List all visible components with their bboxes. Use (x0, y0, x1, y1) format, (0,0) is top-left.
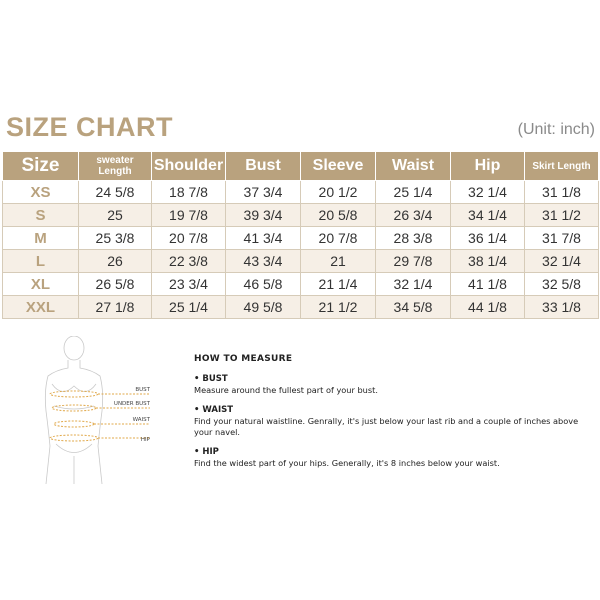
table-cell: 22 3/8 (152, 250, 226, 273)
body-measurement-figure (34, 336, 164, 486)
header-size: Size (3, 152, 79, 181)
howto-label: • HIP (194, 447, 219, 457)
table-cell: 28 3/8 (376, 227, 451, 250)
size-cell: L (3, 250, 79, 273)
header-sweater-length: sweater Length (79, 152, 152, 181)
table-cell: 49 5/8 (226, 296, 301, 319)
table-cell: 25 1/4 (152, 296, 226, 319)
table-cell: 21 (301, 250, 376, 273)
header-hip: Hip (451, 152, 525, 181)
fig-label-hip: HIP (140, 437, 150, 443)
table-cell: 32 1/4 (376, 273, 451, 296)
table-cell: 36 1/4 (451, 227, 525, 250)
table-cell: 19 7/8 (152, 204, 226, 227)
table-row (3, 227, 599, 250)
size-cell: XL (3, 273, 79, 296)
howto-item-bust (194, 374, 594, 396)
hip-line (50, 435, 98, 441)
size-cell: M (3, 227, 79, 250)
header-waist: Waist (376, 152, 451, 181)
header-skirt-length: Skirt Length (525, 152, 599, 181)
table-cell: 26 3/4 (376, 204, 451, 227)
body-outline-icon (45, 336, 102, 484)
table-cell: 41 1/8 (451, 273, 525, 296)
table-row (3, 296, 599, 319)
howto-desc: Find the widest part of your hips. Generally, it's 8 inches below your waist. (194, 458, 500, 468)
table-cell: 43 3/4 (226, 250, 301, 273)
table-cell: 26 5/8 (79, 273, 152, 296)
table-cell: 44 1/8 (451, 296, 525, 319)
howto-item-waist (194, 405, 594, 438)
table-cell: 34 1/4 (451, 204, 525, 227)
table-cell: 25 1/4 (376, 181, 451, 204)
howto-item-hip (194, 447, 594, 469)
size-cell: XS (3, 181, 79, 204)
table-cell: 20 1/2 (301, 181, 376, 204)
howto-desc: Measure around the fullest part of your bust. (194, 385, 378, 395)
table-cell: 21 1/4 (301, 273, 376, 296)
table-cell: 32 5/8 (525, 273, 599, 296)
table-cell: 27 1/8 (79, 296, 152, 319)
table-cell: 20 7/8 (301, 227, 376, 250)
table-cell: 32 1/4 (451, 181, 525, 204)
table-cell: 21 1/2 (301, 296, 376, 319)
table-cell: 29 7/8 (376, 250, 451, 273)
table-cell: 25 3/8 (79, 227, 152, 250)
fig-label-bust: BUST (135, 387, 150, 393)
header-bust: Bust (226, 152, 301, 181)
table-cell: 41 3/4 (226, 227, 301, 250)
table-cell: 20 7/8 (152, 227, 226, 250)
table-cell: 34 5/8 (376, 296, 451, 319)
table-cell: 46 5/8 (226, 273, 301, 296)
howto-heading: HOW TO MEASURE (194, 354, 293, 364)
size-cell: S (3, 204, 79, 227)
table-cell: 20 5/8 (301, 204, 376, 227)
table-cell: 31 1/2 (525, 204, 599, 227)
table-cell: 26 (79, 250, 152, 273)
size-cell: XXL (3, 296, 79, 319)
table-cell: 39 3/4 (226, 204, 301, 227)
table-row (3, 181, 599, 204)
table-cell: 38 1/4 (451, 250, 525, 273)
table-header-row (3, 152, 599, 181)
bust-line (50, 391, 98, 397)
table-row (3, 273, 599, 296)
page-title: SIZE CHART (6, 112, 173, 142)
fig-label-under-bust: UNDER BUST (113, 401, 150, 407)
table-cell: 31 7/8 (525, 227, 599, 250)
table-cell: 24 5/8 (79, 181, 152, 204)
howto-label: • BUST (194, 374, 228, 384)
fig-label-waist: WAIST (132, 417, 150, 423)
table-cell: 37 3/4 (226, 181, 301, 204)
under-bust-line (52, 405, 96, 411)
waist-line (54, 421, 94, 427)
table-cell: 25 (79, 204, 152, 227)
table-row (3, 250, 599, 273)
table-cell: 31 1/8 (525, 181, 599, 204)
header-shoulder: Shoulder (152, 152, 226, 181)
howto-desc: Find your natural waistline. Genrally, it's just below your last rib and a couple of inches above your navel. (194, 416, 579, 437)
table-cell: 23 3/4 (152, 273, 226, 296)
header-sleeve: Sleeve (301, 152, 376, 181)
table-cell: 32 1/4 (525, 250, 599, 273)
unit-label: (Unit: inch) (517, 121, 595, 138)
how-to-measure (194, 354, 594, 478)
table-cell: 33 1/8 (525, 296, 599, 319)
size-chart-table (2, 151, 599, 319)
howto-label: • WAIST (194, 405, 234, 415)
table-cell: 18 7/8 (152, 181, 226, 204)
table-row (3, 204, 599, 227)
